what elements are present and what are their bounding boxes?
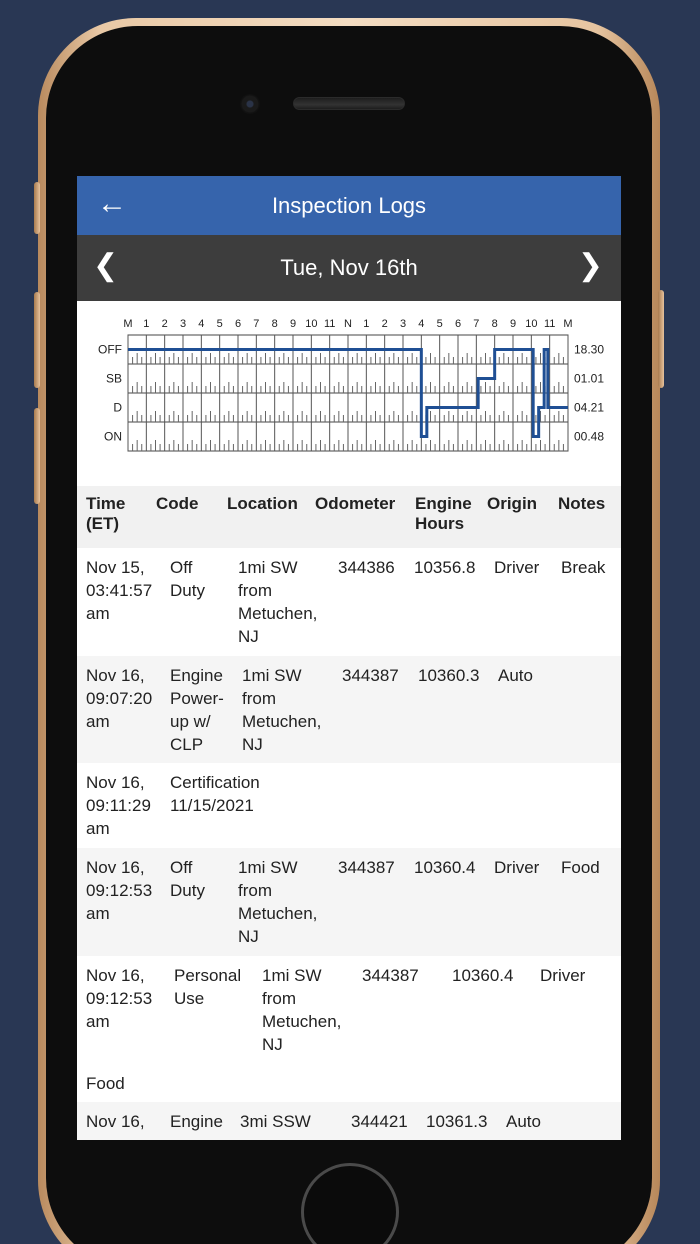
header-location: Location: [227, 494, 298, 513]
header-odometer: Odometer: [315, 494, 396, 513]
hour-label: 6: [454, 318, 462, 330]
cell-location: 1mi SW from Metuchen, NJ: [238, 858, 318, 946]
cell-origin: Auto: [498, 666, 533, 685]
cell-origin: Driver: [494, 858, 540, 877]
hour-label: 5: [436, 318, 443, 330]
current-date: Tue, Nov 16th: [280, 255, 418, 280]
status-total: 18.30: [574, 342, 605, 357]
volume-down-button: [34, 408, 40, 504]
hour-label: 8: [271, 318, 278, 330]
cell-time: Nov 15, 03:41:57 am: [86, 558, 153, 623]
status-total: 01.01: [574, 371, 605, 386]
hour-label: M: [123, 318, 133, 330]
table-header: [77, 486, 621, 548]
cell-notes: Food: [561, 858, 600, 877]
table-row[interactable]: [77, 763, 621, 848]
table-row[interactable]: [77, 956, 621, 1102]
cell-notes: Food: [86, 1074, 125, 1093]
table-row[interactable]: [77, 656, 621, 763]
earpiece-speaker: [293, 97, 405, 110]
silent-switch: [34, 182, 40, 234]
status-label: SB: [105, 371, 122, 386]
cell-code: Engine Power- up w/ CLP: [170, 666, 224, 754]
hour-label: N: [344, 318, 352, 330]
hour-label: 1: [363, 318, 370, 330]
back-arrow-icon[interactable]: ←: [97, 187, 127, 220]
hour-label: 9: [509, 318, 517, 330]
cell-location: 3mi SSW: [240, 1112, 311, 1131]
cell-code: Off Duty: [170, 558, 205, 600]
header-code: Code: [156, 494, 199, 513]
hour-label: 2: [161, 318, 168, 330]
table-row[interactable]: [77, 548, 621, 656]
table-row[interactable]: [77, 1102, 621, 1140]
hour-label: 4: [418, 318, 425, 330]
hour-label: 2: [381, 318, 388, 330]
cell-time: Nov 16,: [86, 1112, 145, 1131]
hour-label: 9: [289, 318, 297, 330]
cell-odometer: 344387: [342, 666, 399, 685]
hour-label: 3: [399, 318, 407, 330]
hour-label: 3: [179, 318, 187, 330]
hour-label: M: [563, 318, 573, 330]
hour-label: 7: [253, 318, 260, 330]
cell-time: Nov 16, 09:12:53 am: [86, 966, 153, 1031]
header-origin: Origin: [487, 494, 538, 513]
duty-status-graph: [77, 301, 621, 486]
hour-label: 8: [491, 318, 498, 330]
hour-label: 5: [216, 318, 223, 330]
cell-origin: Driver: [540, 966, 586, 985]
cell-engine-hours: 10360.4: [452, 966, 514, 985]
status-label: ON: [104, 429, 122, 444]
cell-odometer: 344387: [362, 966, 419, 985]
events-table: [77, 486, 621, 1140]
status-label: OFF: [98, 342, 122, 357]
hour-label: 11: [323, 318, 336, 330]
hour-label: 7: [473, 318, 480, 330]
hour-label: 10: [525, 318, 538, 330]
cell-odometer: 344386: [338, 558, 395, 577]
cell-engine-hours: 10356.8: [414, 558, 476, 577]
hour-label: 11: [543, 318, 556, 330]
cell-odometer: 344387: [338, 858, 395, 877]
cell-engine-hours: 10360.4: [414, 858, 476, 877]
header-notes: Notes: [558, 494, 606, 513]
cell-code: Engine: [170, 1112, 223, 1131]
app-screen: [77, 176, 621, 1140]
cell-code: Certification 11/15/2021: [170, 773, 260, 815]
status-total: 00.48: [574, 429, 605, 444]
cell-engine-hours: 10361.3: [426, 1112, 488, 1131]
cell-notes: Break: [561, 558, 606, 577]
chevron-right-icon[interactable]: ❯: [577, 249, 603, 282]
cell-code: Off Duty: [170, 858, 205, 900]
header-engine-hours: Engine Hours: [415, 494, 472, 533]
status-label: D: [113, 400, 122, 415]
hour-label: 1: [143, 318, 150, 330]
page-title: Inspection Logs: [271, 192, 427, 218]
cell-odometer: 344421: [351, 1112, 408, 1131]
cell-code: Personal Use: [174, 966, 242, 1008]
status-total: 04.21: [574, 400, 605, 415]
hour-label: 4: [198, 318, 205, 330]
table-row[interactable]: [77, 848, 621, 956]
header-time: Time (ET): [86, 494, 126, 533]
cell-location: 1mi SW from Metuchen, NJ: [242, 666, 322, 754]
power-button: [658, 290, 664, 388]
hour-label: 10: [305, 318, 318, 330]
app-header: [77, 176, 621, 235]
hour-label: 6: [234, 318, 242, 330]
cell-origin: Auto: [506, 1112, 541, 1131]
date-navigator: [77, 235, 621, 301]
cell-time: Nov 16, 09:07:20 am: [86, 666, 153, 731]
volume-up-button: [34, 292, 40, 388]
chevron-left-icon[interactable]: ❮: [93, 249, 119, 282]
cell-origin: Driver: [494, 558, 540, 577]
cell-engine-hours: 10360.3: [418, 666, 480, 685]
cell-time: Nov 16, 09:11:29 am: [86, 773, 151, 838]
log-graph: [77, 301, 621, 486]
cell-location: 1mi SW from Metuchen, NJ: [238, 558, 318, 646]
front-camera: [240, 94, 260, 114]
cell-location: 1mi SW from Metuchen, NJ: [262, 966, 342, 1054]
cell-time: Nov 16, 09:12:53 am: [86, 858, 153, 923]
